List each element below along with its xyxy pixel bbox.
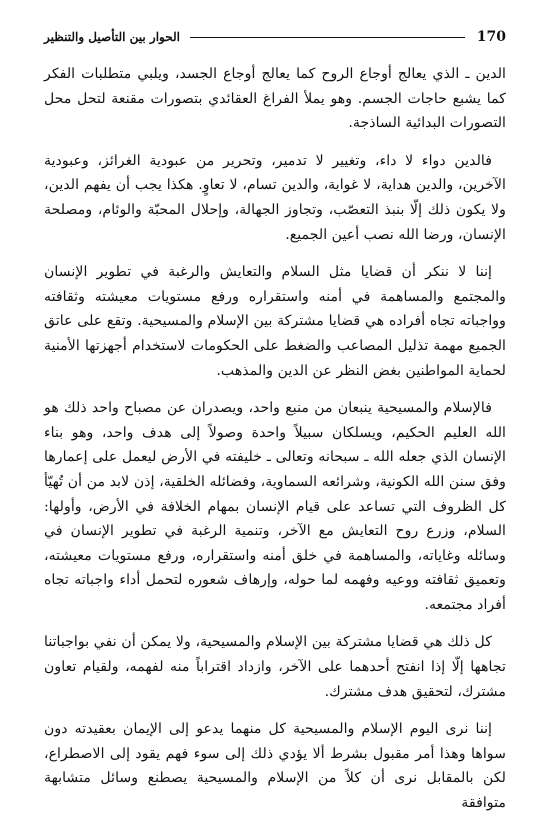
paragraph-1: الدين ـ الذي يعالج أوجاع الروح كما يعالج أوجاع الجسد، ويلبي متطلبات الفكر كما يشبع حاجات الجسم. وهو يملأ الفراغ العقائدي بتصورات مقنعة لتحل محل التصورات البدائية الساذجة. [44, 66, 506, 132]
running-head [44, 26, 506, 48]
header-rule [190, 37, 465, 38]
paragraph-4: فالإسلام والمسيحية ينبعان من منبع واحد، ويصدران عن مصباح واحد ذلك هو الله العليم الحكيم، ويسلكان سبيلاً واحدة وصولاً إلى هدف واحد، وهو بناء الإنسان الذي جعله الله ـ سبحانه وتعالى ـ خليفته في الأرض ليعمل على إعمارها وفق سنن الله الكونية، وشرائعه السماوية، وفضائله الخلقية، إذن لابد من أن تُهيّأ كل الظروف التي تساعد على قيام الإنسان بمهام الخلافة في الأرض، وأولها: السلام، وزرع روح التعايش مع الآخر، وتنمية الرغبة في تطوير الإنسان في وسائله وغاياته، والمساهمة في خلق أمنه واستقراره، ورفع مستويات معيشته، وتعميق ثقافته ووعيه وفهمه لما حوله، وإرهاف شعوره لتحمل أداء واجباته تجاه أفراد مجتمعه. [44, 400, 506, 613]
running-title: الحوار بين التأصيل والتنظير [44, 30, 180, 44]
paragraph-2: فالدين دواء لا داء، وتغيير لا تدمير، وتحرير من عبودية الغرائز، وعبودية الآخرين، والدين هداية، لا غواية، والدين تسام، لا تعاوٍ. هكذا يجب أن يفهم الدين، ولا يكون ذلك إلّا بنبذ التعصّب، وتجاوز الجهالة، وإحلال المحبّة والوئام، ومصلحة الإنسان، ورضا الله نصب أعين الجميع. [44, 152, 506, 243]
page-number: 170 [476, 29, 506, 45]
paragraph-3: إننا لا ننكر أن قضايا مثل السلام والتعايش والرغبة في تطوير الإنسان والمجتمع والمساهمة في أمنه واستقراره ورفع مستويات معيشته وثقافته وواجباته تجاه أفراده هي قضايا مشتركة بين الإسلام والمسيحية. وتقع على عاتق الجميع مهمة تذليل المصاعب والضغط على الحكومات لاستخدام أجهزتها الأمنية لحماية المواطنين بغض النظر عن الدين والمذهب. [44, 264, 506, 379]
paragraph-5: كل ذلك هي قضايا مشتركة بين الإسلام والمسيحية، ولا يمكن أن نفي بواجباتنا تجاهها إلّا إذا انفتح أحدهما على الآخر، وازداد اقتراباً منه لفهمه، ولقيام تعاون مشترك، لتحقيق هدف مشترك. [44, 634, 506, 700]
paragraph-6: إننا نرى اليوم الإسلام والمسيحية كل منهما يدعو إلى الإيمان بعقيدته دون سواها وهذا أمر مقبول بشرط ألا يؤدي ذلك إلى سوء فهم يقود إلى الاصطراع، لكن بالمقابل نرى أن كلاً من الإسلام والمسيحية يصطنع وسائل متشابهة متوافقة [44, 721, 506, 812]
